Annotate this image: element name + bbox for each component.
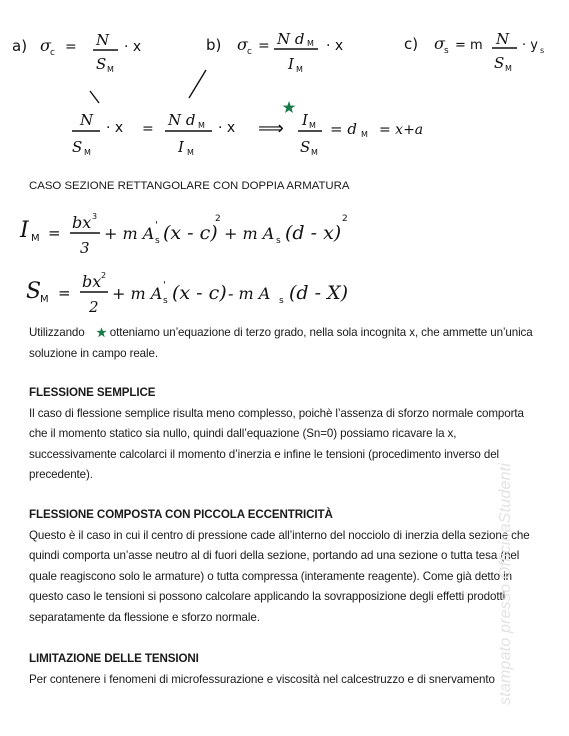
label-b: b): [206, 36, 222, 54]
star-icon: [96, 327, 107, 338]
term: + m A: [104, 224, 155, 243]
sub: M: [361, 130, 368, 139]
formula-a: [12, 31, 141, 74]
num: N d: [277, 30, 305, 48]
intro-text-after: otteniamo un’equazione di terzo grado, nella sola incognita x, che ammette un’unica soluzione in campo reale.: [29, 326, 533, 360]
section-body: Per contenere i fenomeni di microfessurazione e viscosità nel calcestruzzo e di snervamento: [29, 672, 495, 686]
sub: s: [163, 296, 168, 306]
den: 2: [89, 298, 99, 316]
sub: M: [107, 65, 114, 74]
section-flessione-composta: [29, 505, 544, 628]
tail: · x: [106, 120, 124, 136]
formula-result: [298, 111, 423, 157]
implies-arrow-icon: ⟹: [258, 118, 284, 139]
den: I: [178, 138, 184, 156]
term: + m A: [112, 284, 163, 303]
sub: s: [155, 236, 160, 246]
den: I: [288, 55, 294, 73]
caso-heading: CASO SEZIONE RETTANGOLARE CON DOPPIA ARMATURA: [29, 180, 350, 192]
den: S: [96, 55, 107, 73]
eq: =: [142, 121, 154, 137]
formula-c: [404, 30, 544, 73]
den: S: [494, 54, 505, 72]
label-a: a): [12, 37, 28, 55]
paren: (x - c): [163, 222, 218, 244]
formula-equate: [72, 111, 284, 157]
section-flessione-semplice: [29, 383, 544, 486]
sup: 2: [101, 271, 107, 280]
lhs: S: [26, 279, 42, 304]
sub: s: [276, 236, 281, 246]
tail: · x: [218, 120, 236, 136]
sup: ': [155, 220, 158, 231]
sub: s: [279, 296, 284, 306]
sup: 2: [342, 214, 348, 224]
tail: · x: [326, 38, 344, 54]
eq: = x+a: [379, 122, 424, 138]
sup: 3: [92, 212, 98, 221]
num: N: [96, 31, 110, 49]
sub: s: [540, 46, 545, 55]
lhs: I: [20, 218, 29, 243]
tail: · x: [124, 39, 142, 55]
sub: c: [247, 47, 252, 57]
sub: M: [84, 148, 91, 157]
paren: (x - c): [172, 282, 227, 304]
sub: M: [187, 148, 194, 157]
den: S: [300, 138, 311, 156]
sigma-c-a: σ: [40, 36, 51, 55]
section-body: Questo è il caso in cui il centro di pressione cade all’interno del nocciolo di inerzia della sezione che quindi comporta un’asse neutro al di fuori della sezione, portando ad una sezione o tutta tesa (nel quale reagiscono solo le armature) o tutta compressa (interamente reagente). Come già detto in questo caso le tensioni si possono calcolare applicando la sovrapposizione degli effetti prodotti separatamente da flessione e sforzo normale.: [29, 528, 530, 624]
eq: =: [58, 284, 71, 302]
num: I: [302, 111, 308, 129]
den: 3: [80, 239, 90, 257]
num: N: [496, 30, 510, 48]
term: - m A: [228, 284, 271, 303]
section-heading: FLESSIONE COMPOSTA CON PICCOLA ECCENTRICITÀ: [29, 508, 333, 521]
formula-static-moment: [26, 271, 348, 316]
eq: = d: [330, 120, 357, 138]
intro-text-before: Utilizzando: [29, 326, 85, 339]
section-body: Il caso di flessione semplice risulta meno complesso, poichè l’assenza di sforzo normale comporta che il momento statico sia nullo, quindi dall’equazione (Sn=0) possiamo ricavare la x, successivamente calcolarci il momento d’inerzia e infine le tensioni (procedimento inverso del precedente).: [29, 406, 524, 481]
sup: 2: [215, 214, 221, 224]
section-limitazione-tensioni: [29, 649, 544, 690]
sub: M: [31, 233, 40, 244]
intro-paragraph: [29, 323, 544, 364]
paren: (d - x): [285, 222, 342, 244]
eq: =: [48, 224, 61, 242]
num: N d: [168, 111, 196, 129]
connector-stroke: [189, 70, 206, 98]
sub: M: [309, 121, 316, 130]
sub: s: [444, 46, 449, 56]
paren: (d - X): [289, 282, 349, 304]
lhs: σ: [434, 34, 445, 53]
sub: M: [40, 294, 49, 305]
sub: M: [505, 64, 512, 73]
formula-b: [206, 30, 343, 74]
sub: c: [50, 48, 55, 58]
lhs: σ: [237, 35, 248, 54]
den: S: [72, 138, 83, 156]
section-heading: LIMITAZIONE DELLE TENSIONI: [29, 652, 199, 665]
watermark: stampato presso OfficinaStudenti: [497, 462, 514, 705]
connector-stroke: [90, 91, 99, 103]
handwritten-formulas: [0, 0, 569, 320]
eq: = m: [455, 38, 483, 53]
star-icon: [283, 101, 296, 113]
sub: M: [307, 39, 314, 48]
num: bx: [82, 272, 102, 291]
formula-inertia: [19, 212, 348, 257]
term: + m A: [224, 224, 275, 243]
num: bx: [72, 213, 92, 232]
sub: M: [311, 148, 318, 157]
eq: =: [65, 39, 77, 55]
label-c: c): [404, 35, 419, 53]
sup: ': [163, 280, 166, 291]
sub: M: [198, 121, 205, 130]
section-heading: FLESSIONE SEMPLICE: [29, 386, 156, 399]
sub: M: [296, 65, 303, 74]
tail: · y: [522, 38, 538, 53]
num: N: [80, 111, 94, 129]
eq: =: [258, 38, 270, 54]
